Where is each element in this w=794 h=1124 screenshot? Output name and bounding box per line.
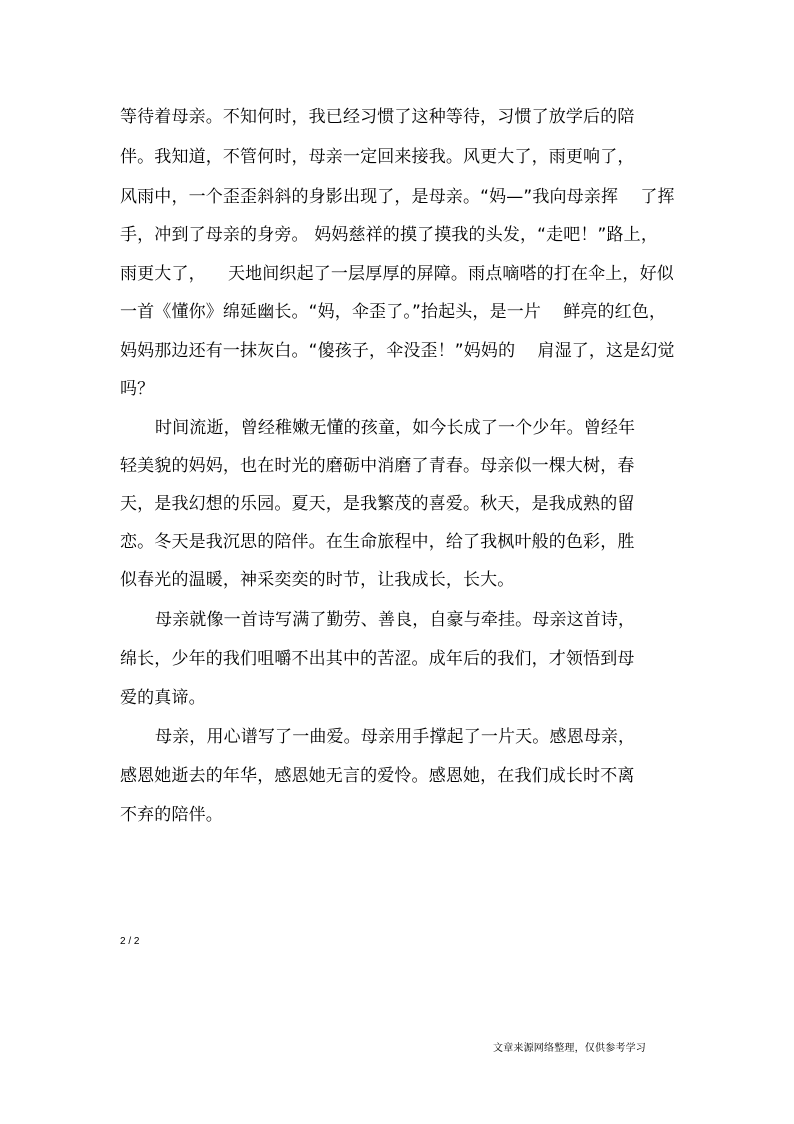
paragraph-3-line-2: 绵长，少年的我们咀嚼不出其中的苦涩。成年后的我们，才领悟到母: [120, 649, 635, 669]
paragraph-4-line-3: 不弃的陪伴。: [120, 805, 223, 825]
body-line-4: 手，冲到了母亲的身旁。 妈妈慈祥的摸了摸我的头发，“走吧！”路上，: [120, 225, 658, 245]
body-line-3: 风雨中，一个歪歪斜斜的身影出现了，是母亲。“妈—”我向母亲挥 了挥: [120, 187, 675, 207]
paragraph-2-line-1: 时间流逝，曾经稚嫩无懂的孩童，如今长成了一个少年。曾经年: [155, 418, 636, 438]
paragraph-3-line-1: 母亲就像一首诗写满了勤劳、善良，自豪与牵挂。母亲这首诗，: [155, 610, 636, 630]
body-line-6: 一首《懂你》绵延幽长。“妈，伞歪了。”抬起头，是一片 鲜亮的红色，: [120, 302, 667, 322]
paragraph-2-line-5: 似春光的温暖，神采奕奕的时节，让我成长，长大。: [120, 570, 515, 590]
paragraph-2-line-4: 恋。冬天是我沉思的陪伴。在生命旅程中，给了我枫叶般的色彩，胜: [120, 532, 635, 552]
paragraph-3-line-3: 爱的真谛。: [120, 688, 206, 708]
footer-note: 文章来源网络整理，仅供参考学习: [493, 1043, 646, 1054]
paragraph-2-line-2: 轻美貌的妈妈，也在时光的磨砺中消磨了青春。母亲似一棵大树，春: [120, 456, 635, 476]
paragraph-4-line-1: 母亲，用心谱写了一曲爱。母亲用手撑起了一片天。感恩母亲，: [155, 727, 636, 747]
page-number: 2 / 2: [120, 936, 140, 947]
body-line-8: 吗？: [120, 379, 155, 399]
body-line-5: 雨更大了， 天地间织起了一层厚厚的屏障。雨点嘀嗒的打在伞上，好似: [120, 264, 674, 284]
body-line-2: 伴。我知道，不管何时，母亲一定回来接我。风更大了，雨更响了，: [120, 147, 635, 167]
body-line-7: 妈妈那边还有一抹灰白。“傻孩子，伞没歪！”妈妈的 肩湿了，这是幻觉: [120, 341, 675, 361]
paragraph-4-line-2: 感恩她逝去的年华，感恩她无言的爱怜。感恩她，在我们成长时不离: [120, 766, 635, 786]
body-line-1: 等待着母亲。不知何时，我已经习惯了这种等待，习惯了放学后的陪: [120, 107, 635, 127]
paragraph-2-line-3: 天，是我幻想的乐园。夏天，是我繁茂的喜爱。秋天，是我成熟的留: [120, 494, 635, 514]
